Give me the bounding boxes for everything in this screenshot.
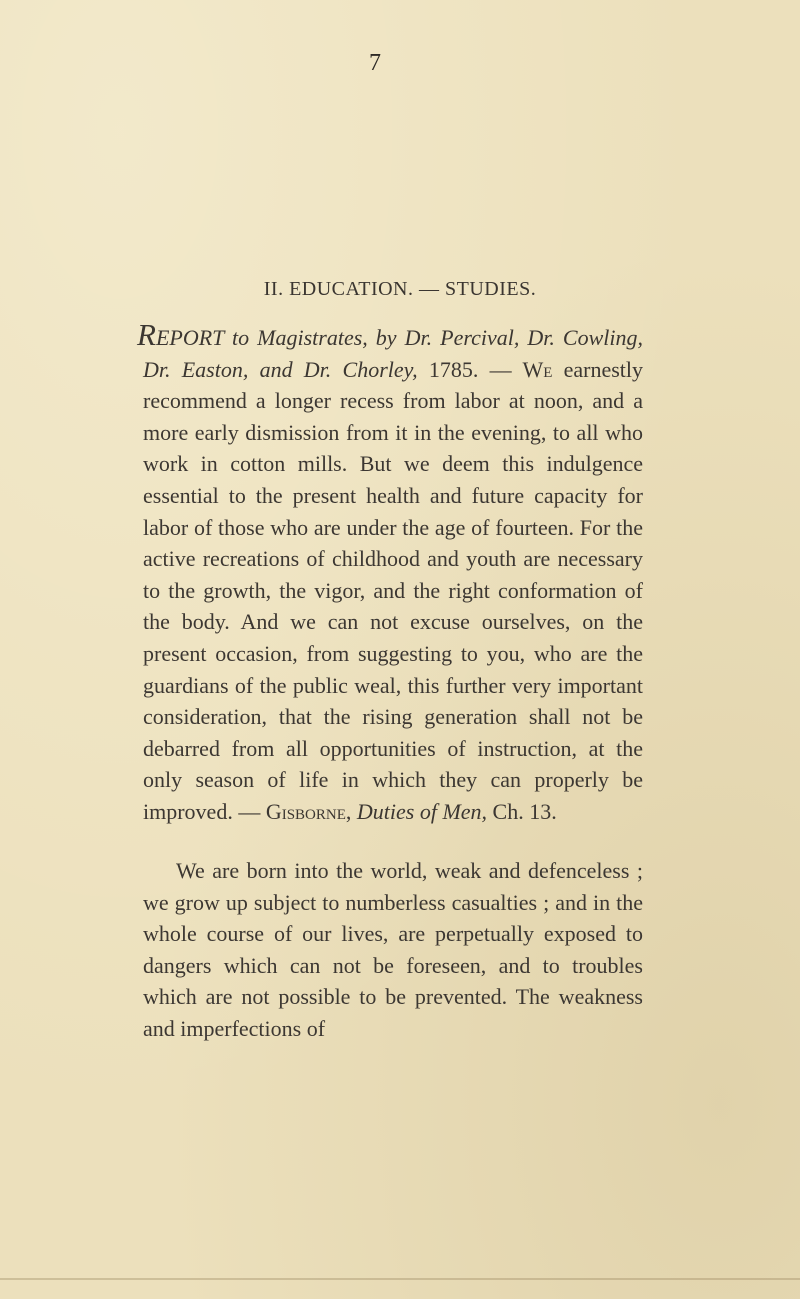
- page-number: 7: [369, 50, 381, 76]
- paragraph-born-into-world: We are born into the world, weak and defenceless ; we grow up subject to numberless casualties ; and in the whole course of our lives, are perpetually exposed to dangers which can not be foreseen, and to troubles which are not possible to be prevented. The weakness and imperfections of: [143, 858, 643, 1041]
- work-title: Duties of Men,: [351, 798, 488, 824]
- section-heading: II. EDUCATION. — STUDIES.: [263, 278, 537, 300]
- chapter-reference: Ch. 13.: [487, 798, 557, 824]
- paragraph-body-text: earnestly recommend a longer recess from labor at noon, and a more early dismission from it in the evening, to all who work in cotton mills. But we deem this indulgence essential to the present health and future capacity for labor of those who are under the age of fourteen. For the active recreations of childhood and youth are necessary to the growth, the vigor, and the right conformation of the body. And we can not excuse ourselves, on the present occasion, from suggesting to you, who are the guardians of the public weal, this further very important consideration, that the rising generation shall not be debarred from all opportunities of instruction, at the only season of life in which they can properly be improved. —: [143, 356, 644, 824]
- page-bottom-edge: [0, 1278, 800, 1280]
- paragraph-report-excerpt: [137, 317, 644, 828]
- author-name: Gisborne,: [260, 798, 352, 824]
- drop-cap-letter: R: [137, 317, 156, 352]
- citation-year: 1785. —: [417, 356, 512, 382]
- citation-heading: EPORT to Magistrates, by Dr. Percival, Dr. Cowling, Dr. Easton, and Dr. Chorley,: [143, 325, 643, 382]
- small-caps-we: We: [511, 356, 553, 382]
